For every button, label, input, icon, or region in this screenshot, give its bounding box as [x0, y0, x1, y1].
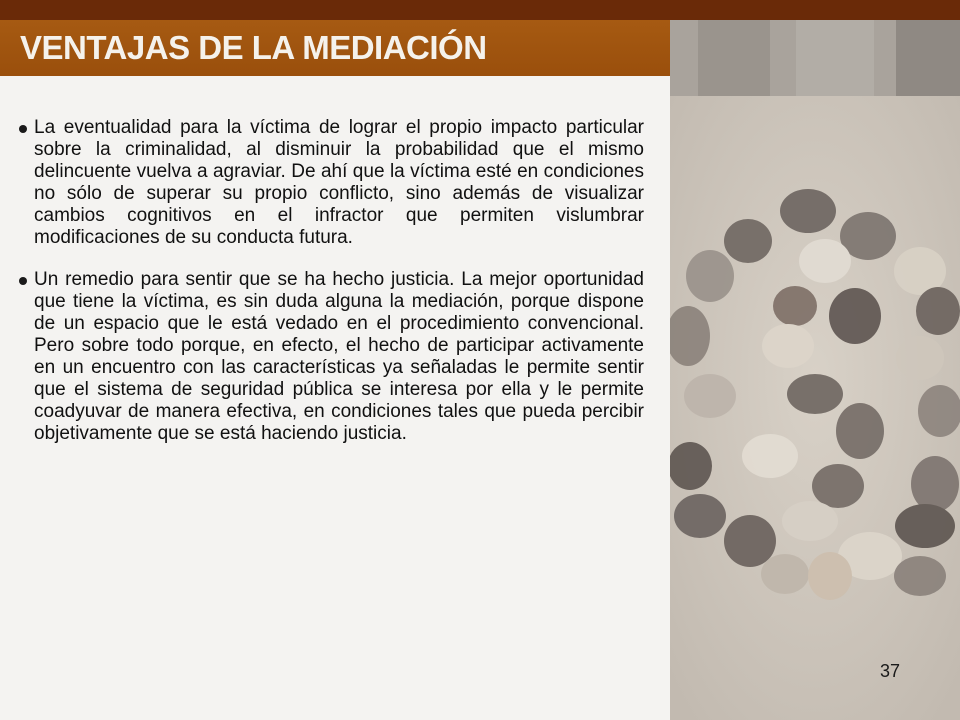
bullet-dot-icon	[19, 125, 27, 133]
bullet-item	[16, 117, 644, 249]
bullet-item	[16, 269, 644, 445]
decor-block	[698, 20, 770, 96]
decor-block	[896, 20, 960, 96]
slide-title: VENTAJAS DE LA MEDIACIÓN	[20, 29, 487, 66]
bullet-text: La eventualidad para la víctima de lograr el propio impacto particular sobre la criminalidad, al disminuir la probabilidad que el mismo delincuente vuelva a agraviar. De ahí que la víctima esté en condiciones no sólo de superar su propio conflicto, sino además de visualizar cambios cognitivos en el infractor que permiten vislumbrar modificaciones de su conducta futura.	[34, 117, 644, 248]
top-strip	[0, 0, 960, 20]
pebbles-circle-image	[670, 96, 960, 720]
page-number: 37	[880, 661, 901, 681]
slide-content	[16, 117, 644, 465]
bullet-dot-icon	[19, 277, 27, 285]
decor-block	[796, 20, 874, 96]
bullet-text: Un remedio para sentir que se ha hecho justicia. La mejor oportunidad que tiene la víctima, es sin duda alguna la mediación, porque dispone de un espacio que le está vedado en el procedimiento convencional. Pero sobre todo porque, en efecto, el hecho de participar activamente en un encuentro con las características ya señaladas le permite sentir que el sistema de seguridad pública se interesa por ella y le permite coadyuvar de manera efectiva, en condiciones tales que pueda percibir objetivamente que se está haciendo justicia.	[34, 269, 644, 444]
title-bar-decoration	[670, 20, 960, 96]
